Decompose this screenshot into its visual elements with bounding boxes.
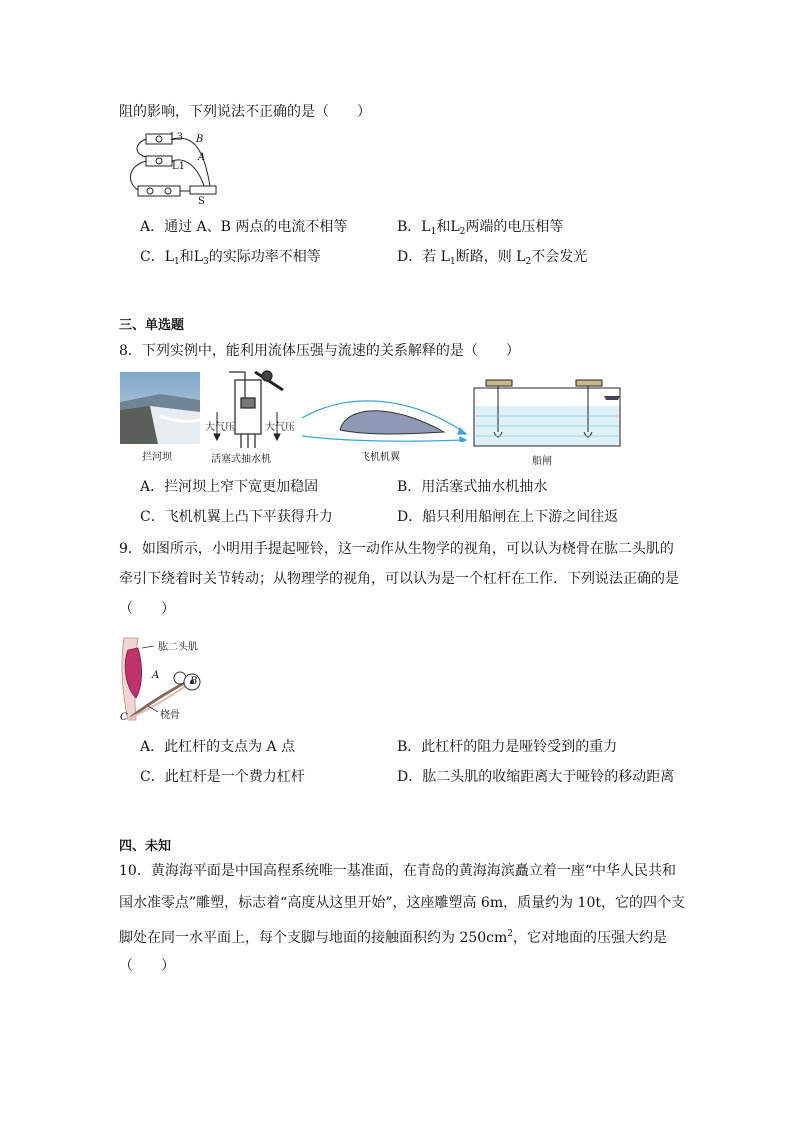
pump-label-left: 大气压	[205, 422, 235, 433]
dam-figure	[120, 372, 200, 463]
label-biceps: 肱二头肌	[158, 642, 198, 653]
q9-option-a: A．此杠杆的支点为 A 点	[140, 739, 296, 755]
label-s: S	[198, 196, 205, 207]
q9-option-b: B．此杠杆的阻力是哑铃受到的重力	[397, 739, 618, 755]
q8-option-b: B．用活塞式抽水机抽水	[397, 479, 548, 495]
caption-lock: 船闸	[532, 456, 552, 467]
label-l3: L3	[170, 132, 184, 143]
section-3-title: 三、单选题	[119, 318, 185, 333]
q10-line-1: 10．黄海海平面是中国高程系统唯一基准面，在青岛的黄海海滨矗立着一座“中华人民共和	[119, 863, 676, 879]
label-b: B	[190, 676, 198, 687]
label-b: B	[196, 134, 204, 145]
pump-figure	[205, 368, 305, 465]
pump-label-right: 大气压	[265, 422, 295, 433]
section-4-title: 四、未知	[119, 839, 172, 854]
lock-figure	[472, 376, 622, 467]
q10-line-3: 脚处在同一水平面上，每个支脚与地面的接触面积约为 $250cm^2$，它对地面的压强大约是	[119, 929, 668, 946]
caption-wing: 飞机机翼	[360, 452, 400, 463]
q9-stem-line-1: 9．如图所示，小明用手提起哑铃，这一动作从生物学的视角，可以认为桡骨在肱二头肌的	[119, 541, 674, 557]
q8-option-a: A．拦河坝上窄下宽更加稳固	[140, 479, 319, 495]
q9-option-d: D．肱二头肌的收缩距离大于哑铃的移动距离	[397, 769, 675, 785]
q7-option-c: C．$L_1$和$L_3$的实际功率不相等	[140, 249, 321, 267]
q8-stem: 8．下列实例中，能利用流体压强与流速的关系解释的是（ ）	[119, 343, 520, 359]
label-a: A	[152, 670, 160, 681]
label-radius: 桡骨	[160, 710, 180, 721]
q7-option-d: D．若 $L_1$断路，则 $L_2$不会发光	[397, 249, 588, 267]
q9-stem-line-3: （ ）	[119, 601, 175, 617]
q7-option-a: A．通过 A、B 两点的电流不相等	[140, 219, 348, 235]
q7-stem-tail: 阻的影响，下列说法不正确的是（ ）	[119, 104, 371, 120]
q7-option-b: B．$L_1$和$L_2$两端的电压相等	[397, 219, 564, 237]
label-l1: L1	[172, 161, 186, 172]
q8-option-d: D．船只利用船闸在上下游之间往返	[397, 509, 619, 525]
q8-option-c: C．飞机机翼上凸下平获得升力	[140, 509, 333, 525]
caption-pump: 活塞式抽水机	[211, 454, 271, 465]
caption-dam: 拦河坝	[142, 452, 172, 463]
battery-box	[138, 186, 180, 196]
q9-option-c: C．此杠杆是一个费力杠杆	[140, 769, 305, 785]
q9-stem-line-2: 牵引下绕着时关节转动；从物理学的视角，可以认为是一个杠杆在工作．下列说法正确的是	[119, 571, 679, 587]
circuit-figure	[124, 130, 220, 210]
q10-line-2: 国水准零点”雕塑，标志着“高度从这里开始”，这座雕塑高 6m，质量约为 10t，它的四个支	[119, 895, 685, 911]
q10-line-4: （ ）	[119, 958, 175, 974]
arm-figure	[118, 632, 218, 726]
label-c: C	[120, 712, 128, 723]
switch	[190, 186, 216, 194]
wing-figure	[300, 392, 470, 462]
label-a: A	[198, 152, 206, 163]
